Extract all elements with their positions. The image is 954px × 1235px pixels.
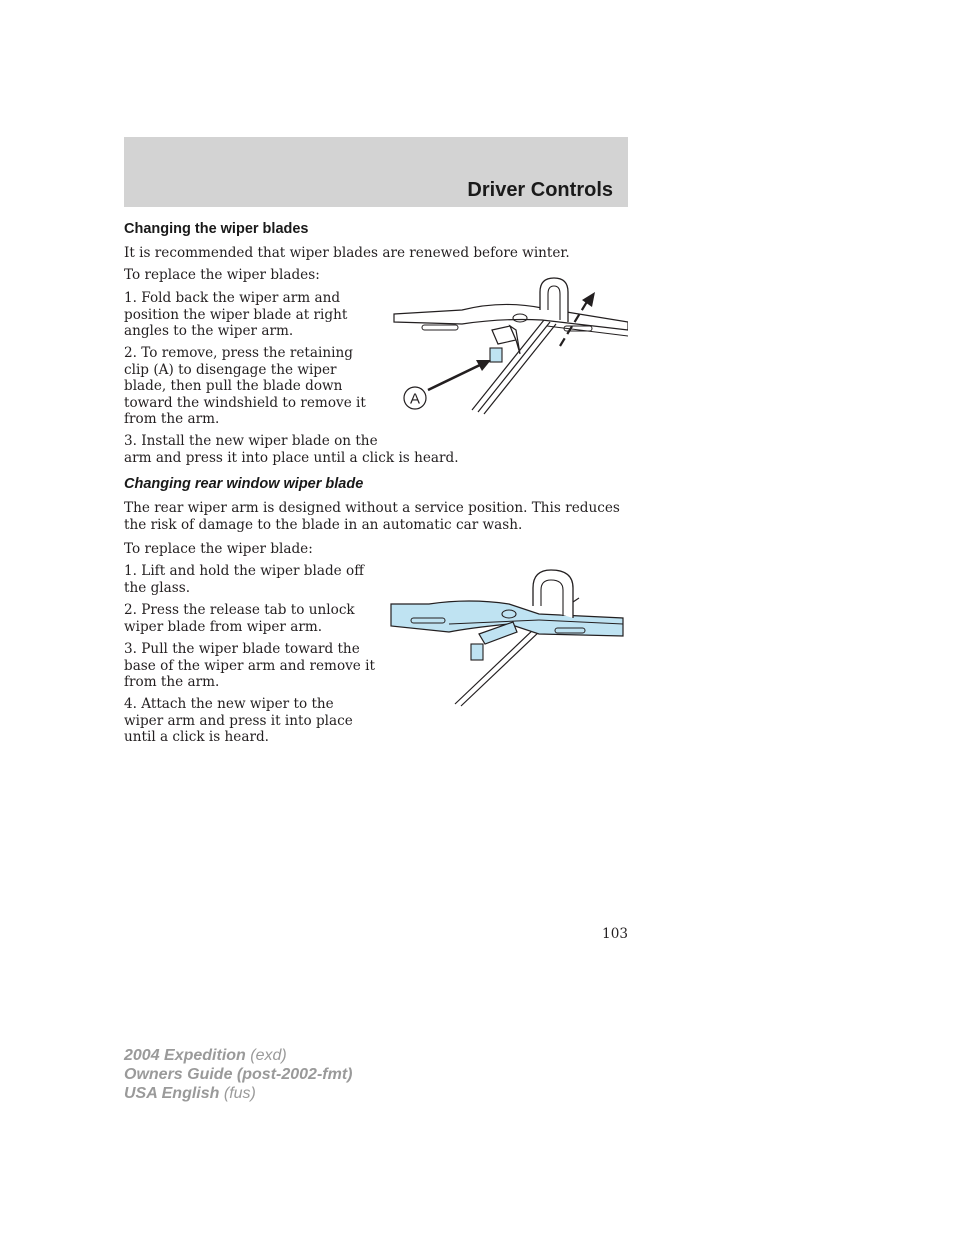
s2-intro-line: the risk of damage to the blade in an automatic car wash. <box>124 516 523 533</box>
clip-a-label: A <box>409 390 421 408</box>
footer-model: 2004 Expedition <box>124 1047 246 1064</box>
s2-step4-line: until a click is heard. <box>124 729 269 745</box>
s2-step3-line: base of the wiper arm and remove it <box>124 657 375 674</box>
s1-step2-line: toward the windshield to remove it <box>124 394 366 411</box>
heading-changing-wiper-blades: Changing the wiper blades <box>124 221 309 237</box>
s1-lead: To replace the wiper blades: <box>124 267 320 283</box>
s2-step1-line: the glass. <box>124 579 191 596</box>
wiper-blade-removal-illustration <box>392 270 628 420</box>
section-header-band <box>124 137 628 207</box>
s2-step1-line: 1. Lift and hold the wiper blade off <box>124 563 364 579</box>
s1-step1 <box>124 290 347 340</box>
s2-step2 <box>124 602 355 635</box>
document-footer <box>124 1046 352 1103</box>
footer-line-2 <box>124 1065 352 1084</box>
s1-step3-line: arm and press it into place until a click is heard. <box>124 449 459 466</box>
s2-step3-line: 3. Pull the wiper blade toward the <box>124 641 360 657</box>
footer-guide: Owners Guide (post-2002-fmt) <box>124 1066 353 1083</box>
s1-step2-line: from the arm. <box>124 411 220 427</box>
s1-step1-line: 1. Fold back the wiper arm and <box>124 290 341 306</box>
s2-step2-line: wiper blade from wiper arm. <box>124 618 323 635</box>
footer-model-code: (exd) <box>250 1047 287 1064</box>
s1-step2 <box>124 345 366 428</box>
s1-intro: It is recommended that wiper blades are renewed before winter. <box>124 245 570 261</box>
footer-language-code: (fus) <box>223 1085 256 1102</box>
s1-step2-line: 2. To remove, press the retaining <box>124 345 353 361</box>
s1-step3-line: 3. Install the new wiper blade on the <box>124 433 378 449</box>
s2-step4 <box>124 696 353 746</box>
s1-step2-line: blade, then pull the blade down <box>124 378 343 394</box>
s1-step2-line: clip (A) to disengage the wiper <box>124 361 337 378</box>
s2-step2-line: 2. Press the release tab to unlock <box>124 602 355 618</box>
s2-lead: To replace the wiper blade: <box>124 541 313 557</box>
footer-language: USA English <box>124 1085 220 1102</box>
s2-step1 <box>124 563 364 596</box>
s2-step4-line: 4. Attach the new wiper to the <box>124 696 334 712</box>
footer-line-3 <box>124 1084 352 1103</box>
page-number: 103 <box>602 926 628 942</box>
s2-step3 <box>124 641 375 691</box>
s2-intro-line: The rear wiper arm is designed without a service position. This reduces <box>124 500 620 516</box>
s1-step3 <box>124 433 459 466</box>
s1-step1-line: angles to the wiper arm. <box>124 323 294 339</box>
heading-changing-rear-wiper-blade: Changing rear window wiper blade <box>124 476 364 492</box>
s2-step4-line: wiper arm and press it into place <box>124 712 353 729</box>
rear-wiper-blade-illustration <box>389 562 625 710</box>
s2-intro <box>124 500 620 533</box>
footer-line-1 <box>124 1046 352 1065</box>
s1-step1-line: position the wiper blade at right <box>124 306 348 323</box>
section-title: Driver Controls <box>467 179 613 201</box>
s2-step3-line: from the arm. <box>124 674 220 690</box>
